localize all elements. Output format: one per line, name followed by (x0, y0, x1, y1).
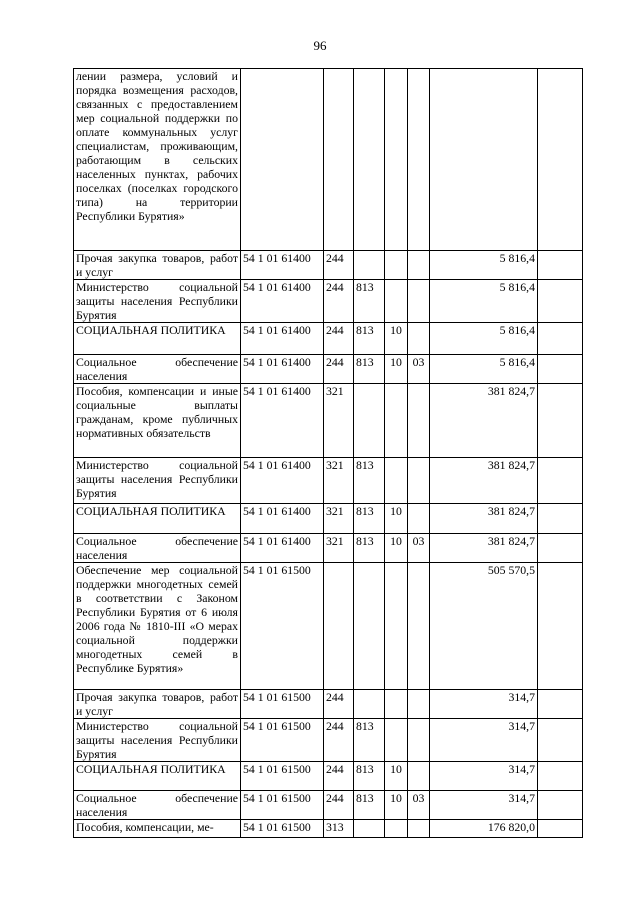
row-administrator-cell (354, 69, 385, 251)
row-extra-cell (538, 690, 583, 719)
row-subsection-cell (408, 280, 430, 323)
row-amount-cell: 5 816,4 (430, 251, 538, 280)
row-subsection-cell: 03 (408, 355, 430, 384)
row-expense-type-cell: 321 (324, 504, 354, 534)
row-name-cell: СОЦИАЛЬНАЯ ПОЛИТИКА (74, 323, 241, 355)
row-subsection-cell (408, 820, 430, 838)
row-amount-cell: 314,7 (430, 762, 538, 791)
row-amount-cell: 381 824,7 (430, 458, 538, 504)
table-row (74, 690, 583, 719)
row-administrator-cell: 813 (354, 762, 385, 791)
row-amount-cell (430, 69, 538, 251)
row-expense-type-cell: 313 (324, 820, 354, 838)
row-expense-type-cell: 321 (324, 458, 354, 504)
row-subsection-cell (408, 504, 430, 534)
row-name-cell: Обеспечение мер социальной поддержки многодетных семей в соответствии с Законом Республики Бурятия от 6 июля 2006 года № 1810-III «О мерах социальной поддержки многодетных семей в Республике Бурятия» (74, 563, 241, 690)
row-target-article-cell: 54 1 01 61500 (241, 719, 324, 762)
table-row (74, 384, 583, 458)
row-subsection-cell (408, 251, 430, 280)
table-row (74, 563, 583, 690)
row-subsection-cell (408, 563, 430, 690)
row-administrator-cell: 813 (354, 280, 385, 323)
row-target-article-cell: 54 1 01 61500 (241, 820, 324, 838)
row-name-cell: Министерство социальной защиты населения Республики Бурятия (74, 280, 241, 323)
row-section-cell: 10 (385, 355, 408, 384)
row-administrator-cell: 813 (354, 355, 385, 384)
table-row (74, 762, 583, 791)
row-target-article-cell: 54 1 01 61400 (241, 251, 324, 280)
row-name-cell: Прочая закупка товаров, работ и услуг (74, 251, 241, 280)
row-section-cell (385, 69, 408, 251)
row-extra-cell (538, 355, 583, 384)
row-name-cell: Прочая закупка товаров, работ и услуг (74, 690, 241, 719)
row-expense-type-cell (324, 563, 354, 690)
row-section-cell (385, 458, 408, 504)
table-row (74, 719, 583, 762)
row-administrator-cell (354, 563, 385, 690)
row-expense-type-cell (324, 69, 354, 251)
row-amount-cell: 381 824,7 (430, 504, 538, 534)
row-extra-cell (538, 820, 583, 838)
row-administrator-cell: 813 (354, 791, 385, 820)
table-row (74, 251, 583, 280)
row-amount-cell: 314,7 (430, 791, 538, 820)
row-name-cell: Пособия, компенсации, ме- (74, 820, 241, 838)
row-name-cell: СОЦИАЛЬНАЯ ПОЛИТИКА (74, 762, 241, 791)
row-target-article-cell: 54 1 01 61500 (241, 762, 324, 791)
row-extra-cell (538, 762, 583, 791)
row-amount-cell: 381 824,7 (430, 384, 538, 458)
row-extra-cell (538, 458, 583, 504)
row-subsection-cell (408, 690, 430, 719)
row-amount-cell: 505 570,5 (430, 563, 538, 690)
row-extra-cell (538, 323, 583, 355)
table-row (74, 504, 583, 534)
row-target-article-cell: 54 1 01 61400 (241, 323, 324, 355)
row-expense-type-cell: 244 (324, 355, 354, 384)
row-extra-cell (538, 69, 583, 251)
row-subsection-cell (408, 69, 430, 251)
row-target-article-cell: 54 1 01 61500 (241, 563, 324, 690)
row-administrator-cell: 813 (354, 534, 385, 563)
row-extra-cell (538, 280, 583, 323)
row-target-article-cell: 54 1 01 61400 (241, 534, 324, 563)
row-name-cell: Пособия, компенсации и иные социальные выплаты гражданам, кроме публичных нормативных обязательств (74, 384, 241, 458)
row-section-cell: 10 (385, 504, 408, 534)
row-name-cell: Социальное обеспечение населения (74, 534, 241, 563)
table-row (74, 355, 583, 384)
row-administrator-cell: 813 (354, 458, 385, 504)
row-amount-cell: 314,7 (430, 690, 538, 719)
row-amount-cell: 5 816,4 (430, 280, 538, 323)
table-row (74, 69, 583, 251)
row-extra-cell (538, 791, 583, 820)
row-subsection-cell (408, 719, 430, 762)
table-row (74, 280, 583, 323)
row-administrator-cell (354, 690, 385, 719)
row-expense-type-cell: 244 (324, 690, 354, 719)
row-target-article-cell: 54 1 01 61400 (241, 355, 324, 384)
row-expense-type-cell: 244 (324, 323, 354, 355)
row-extra-cell (538, 534, 583, 563)
row-administrator-cell: 813 (354, 719, 385, 762)
row-extra-cell (538, 719, 583, 762)
row-amount-cell: 381 824,7 (430, 534, 538, 563)
row-name-cell: Социальное обеспечение населения (74, 791, 241, 820)
row-target-article-cell: 54 1 01 61400 (241, 384, 324, 458)
row-administrator-cell: 813 (354, 504, 385, 534)
row-amount-cell: 5 816,4 (430, 355, 538, 384)
row-target-article-cell: 54 1 01 61400 (241, 504, 324, 534)
row-expense-type-cell: 244 (324, 791, 354, 820)
row-name-cell: Социальное обеспечение населения (74, 355, 241, 384)
row-section-cell: 10 (385, 534, 408, 563)
row-section-cell (385, 563, 408, 690)
row-administrator-cell (354, 384, 385, 458)
row-extra-cell (538, 384, 583, 458)
row-section-cell: 10 (385, 762, 408, 791)
budget-table (73, 68, 583, 838)
row-name-cell: лении размера, условий и порядка возмещения расходов, связанных с предоставлением мер социальной поддержки по оплате коммунальных услуг специалистам, проживающим, работающим в сельских населенных пунктах, рабочих поселках (поселках городского типа) на территории Республики Бурятия» (74, 69, 241, 251)
row-administrator-cell: 813 (354, 323, 385, 355)
row-expense-type-cell: 244 (324, 719, 354, 762)
row-expense-type-cell: 321 (324, 384, 354, 458)
row-section-cell (385, 384, 408, 458)
row-name-cell: Министерство социальной защиты населения Республики Бурятия (74, 719, 241, 762)
row-name-cell: СОЦИАЛЬНАЯ ПОЛИТИКА (74, 504, 241, 534)
row-expense-type-cell: 321 (324, 534, 354, 563)
row-subsection-cell (408, 762, 430, 791)
table-body (74, 69, 583, 838)
table-row (74, 534, 583, 563)
row-target-article-cell: 54 1 01 61500 (241, 690, 324, 719)
row-target-article-cell: 54 1 01 61400 (241, 280, 324, 323)
row-extra-cell (538, 504, 583, 534)
row-administrator-cell (354, 251, 385, 280)
table-row (74, 458, 583, 504)
row-section-cell: 10 (385, 791, 408, 820)
row-expense-type-cell: 244 (324, 251, 354, 280)
row-amount-cell: 5 816,4 (430, 323, 538, 355)
row-target-article-cell (241, 69, 324, 251)
table-row (74, 323, 583, 355)
row-section-cell: 10 (385, 323, 408, 355)
row-expense-type-cell: 244 (324, 280, 354, 323)
table-row (74, 820, 583, 838)
row-section-cell (385, 280, 408, 323)
row-subsection-cell: 03 (408, 791, 430, 820)
row-administrator-cell (354, 820, 385, 838)
row-expense-type-cell: 244 (324, 762, 354, 791)
row-section-cell (385, 251, 408, 280)
row-subsection-cell (408, 323, 430, 355)
row-subsection-cell (408, 384, 430, 458)
page-number: 96 (313, 38, 327, 53)
row-subsection-cell: 03 (408, 534, 430, 563)
row-name-cell: Министерство социальной защиты населения Республики Бурятия (74, 458, 241, 504)
row-target-article-cell: 54 1 01 61500 (241, 791, 324, 820)
row-amount-cell: 176 820,0 (430, 820, 538, 838)
row-extra-cell (538, 251, 583, 280)
table-row (74, 791, 583, 820)
row-section-cell (385, 820, 408, 838)
row-target-article-cell: 54 1 01 61400 (241, 458, 324, 504)
row-section-cell (385, 719, 408, 762)
row-amount-cell: 314,7 (430, 719, 538, 762)
row-subsection-cell (408, 458, 430, 504)
row-section-cell (385, 690, 408, 719)
row-extra-cell (538, 563, 583, 690)
